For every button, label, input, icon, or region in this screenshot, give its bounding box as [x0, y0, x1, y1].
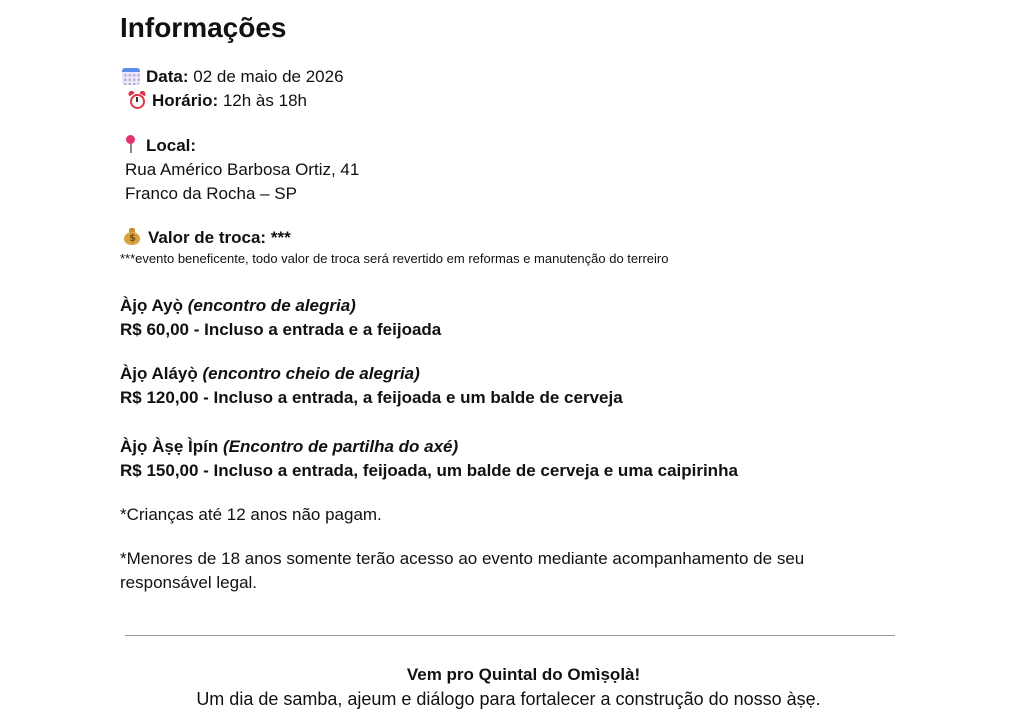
address-line-1: Rua Américo Barbosa Ortiz, 41: [125, 160, 360, 179]
address-line-2: Franco da Rocha – SP: [125, 184, 297, 203]
ticket-item: [120, 294, 900, 342]
time-label: Horário:: [152, 91, 219, 110]
ticket-name: Àjọ Àṣẹ Ìpín: [120, 437, 219, 456]
children-note: *Crianças até 12 anos não pagam.: [120, 505, 382, 524]
money-bag-icon: $: [122, 226, 142, 246]
calendar-icon: [122, 67, 140, 85]
ticket-item: [120, 435, 900, 483]
time-value: 12h às 18h: [218, 91, 307, 110]
price-note: ***evento beneficente, todo valor de troca será revertido em reformas e manutenção do terreiro: [120, 251, 669, 266]
page-title: Informações: [120, 12, 287, 43]
ticket-title: [120, 294, 900, 318]
ticket-title: [120, 362, 900, 386]
ticket-title: [120, 435, 900, 459]
ticket-subtitle: (encontro de alegria): [187, 296, 356, 315]
ticket-subtitle: (Encontro de partilha do axé): [222, 437, 459, 456]
alarm-clock-icon: [128, 91, 146, 109]
ticket-price: R$ 120,00 - Incluso a entrada, a feijoada e um balde de cerveja: [120, 388, 623, 407]
minors-note: *Menores de 18 anos somente terão acesso ao evento mediante acompanhamento de seu responsável legal.: [120, 549, 805, 592]
ticket-name: Àjọ Ayọ̀: [120, 296, 183, 315]
local-line: [120, 134, 900, 158]
local-label: Local:: [146, 136, 197, 155]
ticket-price: R$ 60,00 - Incluso a entrada e a feijoada: [120, 320, 442, 339]
price-value: ***: [266, 228, 291, 247]
footer-tagline: Um dia de samba, ajeum e diálogo para fortalecer a construção do nosso àṣẹ.: [196, 689, 821, 709]
price-label: Valor de troca:: [148, 228, 267, 247]
date-line: [120, 65, 900, 89]
round-pushpin-icon: [122, 134, 140, 154]
date-value: 02 de maio de 2026: [188, 67, 344, 86]
divider: [125, 635, 895, 636]
event-info-section: [120, 0, 900, 595]
time-line: [120, 89, 900, 113]
footer: [0, 663, 1017, 712]
ticket-subtitle: (encontro cheio de alegria): [202, 364, 420, 383]
price-line: [120, 226, 900, 250]
ticket-price: R$ 150,00 - Incluso a entrada, feijoada, um balde de cerveja e uma caipirinha: [120, 461, 738, 480]
ticket-name: Àjọ Aláyọ̀: [120, 364, 198, 383]
ticket-item: [120, 362, 900, 410]
date-label: Data:: [146, 67, 189, 86]
footer-headline: Vem pro Quintal do Omìṣọlà!: [406, 665, 641, 684]
